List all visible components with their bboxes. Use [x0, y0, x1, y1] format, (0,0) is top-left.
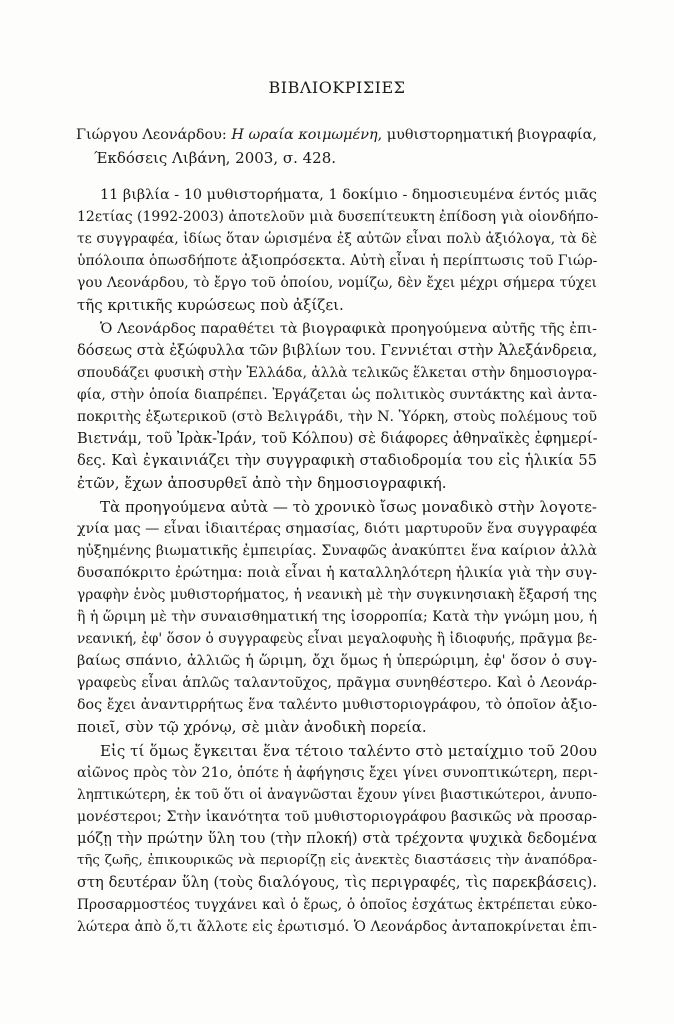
text-line: τῆς ζωῆς, ἐπικουρικῶς νὰ περιορίζῃ εἰς ἀνεκτὲς διαστάσεις τὴν ἀναπόδρα-	[77, 853, 597, 868]
book-reference	[76, 124, 596, 170]
text-line: τῆς κριτικῆς κυρώσεως ποὺ ἀξίζει.	[77, 296, 344, 314]
text-line: δες. Καὶ ἐγκαινιάζει τὴν συγγραφικὴ σταδιοδρομία του εἰς ἡλικία 55	[77, 452, 597, 469]
reference-publisher: Έκδόσεις Λιβάνη, 2003, σ. 428.	[94, 149, 337, 167]
text-line: ληπτικώτερη, ἐκ τοῦ ὅτι οἱ ἀναγνῶσται ἔχουν γίνει βιαστικώτεροι, ἀνυπο-	[77, 787, 597, 803]
text-line: βαίως σπάνιο, ἀλλιῶς ἡ ὥριμη, ὄχι ὅμως ἡ ὑπερώριμη, ἐφ' ὅσον ὁ συγ-	[77, 653, 597, 669]
reference-line-1	[76, 124, 596, 147]
text-line: ποκριτὴς ἐξωτερικοῦ (στὸ Βελιγράδι, τὴν Ν. Ὑόρκη, στοὺς πολέμους τοῦ	[77, 409, 597, 425]
text-line: ἢ ἡ ὥριμη μὲ τὴν συναισθηματική της ἰσορροπία; Κατὰ τὴν γνώμη μου, ἡ	[77, 609, 597, 625]
text-line: Εἰς τί ὅμως ἔγκειται ἕνα τέτοιο ταλέντο στὸ μεταίχμιο τοῦ 20ου	[100, 742, 597, 760]
text-line: δόσεως στὰ ἐξώφυλλα τῶν βιβλίων του. Γεννιέται στὴν Ἀλεξάνδρεια,	[77, 342, 598, 359]
text-line: δυσαπόκριτο ἐρώτημα: ποιὰ εἶναι ἡ καταλληλότερη ἡλικία γιὰ τὴν συγ-	[77, 565, 597, 581]
text-line: φία, στὴν ὁποία διαπρέπει. Ἐργάζεται ὡς πολιτικὸς συντάκτης καὶ ἀντα-	[77, 387, 597, 403]
text-line: τε συγγραφέα, ἰδίως ὅταν ὡρισμένα ἐξ αὐτῶν εἶναι πολὺ ἀξιόλογα, τὰ δὲ	[77, 231, 597, 247]
text-line: ηὐξημένης βιωματικῆς ἐμπειρίας. Συναφῶς ἀνακύπτει ἕνα καίριον ἀλλὰ	[77, 543, 597, 559]
text-line: δος ἔχει ἀναντιρρήτως ἕνα ταλέντο μυθιστοριογράφου, τὸ ὁποῖον ἀξιο-	[77, 697, 597, 713]
text-line: γου Λεονάρδου, τὸ ἔργο τοῦ ὁποίου, νομίζω, δὲν ἔχει μέχρι σήμερα τύχει	[77, 275, 597, 291]
text-line: νεανική, ἐφ' ὅσον ὁ συγγραφεὺς εἶναι μεγαλοφυὴς ἢ ἰδιοφυής, πρᾶγμα βε-	[77, 631, 597, 647]
section-title: ΒΙΒΛΙΟΚΡΙΣΙΕΣ	[268, 78, 406, 97]
text-line: 12ετίας (1992-2003) ἀποτελοῦν μιὰ δυσεπίτευκτη ἐπίδοση γιὰ οἱονδήπο-	[77, 209, 599, 225]
text-line: αἰῶνος πρὸς τὸν 21ο, ὁπότε ἡ ἀφήγησις ἔχει γίνει συνοπτικώτερη, περι-	[77, 765, 598, 781]
text-line: Βιετνάμ, τοῦ Ἰρὰκ-Ἰράν, τοῦ Κόλπου) σὲ διάφορες ἀθηναϊκὲς ἐφημερί-	[77, 430, 598, 447]
text-line: γραφεὺς εἶναι ἁπλῶς ταλαντοῦχος, πρᾶγμα συνηθέστερο. Καὶ ὁ Λεονάρ-	[77, 675, 597, 691]
text-line: μονέστεροι; Στὴν ἱκανότητα τοῦ μυθιστοριογράφου βασικῶς νὰ προσαρ-	[77, 809, 597, 825]
text-line: Προσαρμοστέος τυγχάνει καὶ ὁ ἔρως, ὁ ὁποῖος ἐσχάτως ἐκτρέπεται εὐκο-	[77, 897, 597, 913]
text-line: σπουδάζει φυσικὴ στὴν Ἑλλάδα, ἀλλὰ τελικῶς ἕλκεται στὴν δημοσιογρα-	[77, 365, 597, 381]
text-line: γραφὴν ἑνὸς μυθιστορήματος, ἡ νεανικὴ μὲ τὴν συγκινησιακὴ ἔξαρσή της	[77, 587, 597, 603]
text-line: ὑπόλοιπα ὁπωσδήποτε ἀξιοπρόσεκτα. Αὐτὴ εἶναι ἡ περίπτωσις τοῦ Γιώρ-	[77, 253, 598, 269]
text-line: στη δευτέραν ὕλη (τοὺς διαλόγους, τὶς περιγραφές, τὶς παρεκβάσεις).	[77, 874, 597, 891]
reference-title: Η ωραία κοιμωμένη	[231, 127, 378, 143]
text-line: λώτερα ἀπὸ ὅ,τι ἄλλοτε εἰς ἐρωτισμό. Ὁ Λεονάρδος ἀνταποκρίνεται ἐπι-	[77, 919, 597, 935]
text-line: μόζῃ τὴν πρώτην ὕλη του (τὴν πλοκή) στὰ τρέχοντα ψυχικὰ δεδομένα	[77, 830, 597, 847]
text-line: ἐτῶν, ἔχων ἀποσυρθεῖ ἀπὸ τὴν δημοσιογραφική.	[77, 474, 447, 492]
text-line: Τὰ προηγούμενα αὐτὰ — τὸ χρονικὸ ἴσως μοναδικὸ στὴν λογοτε-	[100, 498, 597, 516]
text-line: χνία μας — εἶναι ἰδιαιτέρας σημασίας, διότι μαρτυροῦν ἕνα συγγραφέα	[77, 521, 598, 537]
text-line: Ὁ Λεονάρδος παραθέτει τὰ βιογραφικὰ προηγούμενα αὐτῆς τῆς ἐπι-	[100, 321, 597, 337]
text-line: ποιεῖ, σὺν τῷ χρόνῳ, σὲ μιὰν ἀνοδικὴ πορεία.	[77, 718, 427, 736]
reference-author: Γιώργου Λεονάρδου:	[76, 127, 232, 143]
text-line: 11 βιβλία - 10 μυθιστορήματα, 1 δοκίμιο - δημοσιευμένα έντός μιᾶς	[100, 187, 597, 203]
reference-subtitle: , μυθιστορηματική βιογραφία,	[377, 127, 597, 143]
